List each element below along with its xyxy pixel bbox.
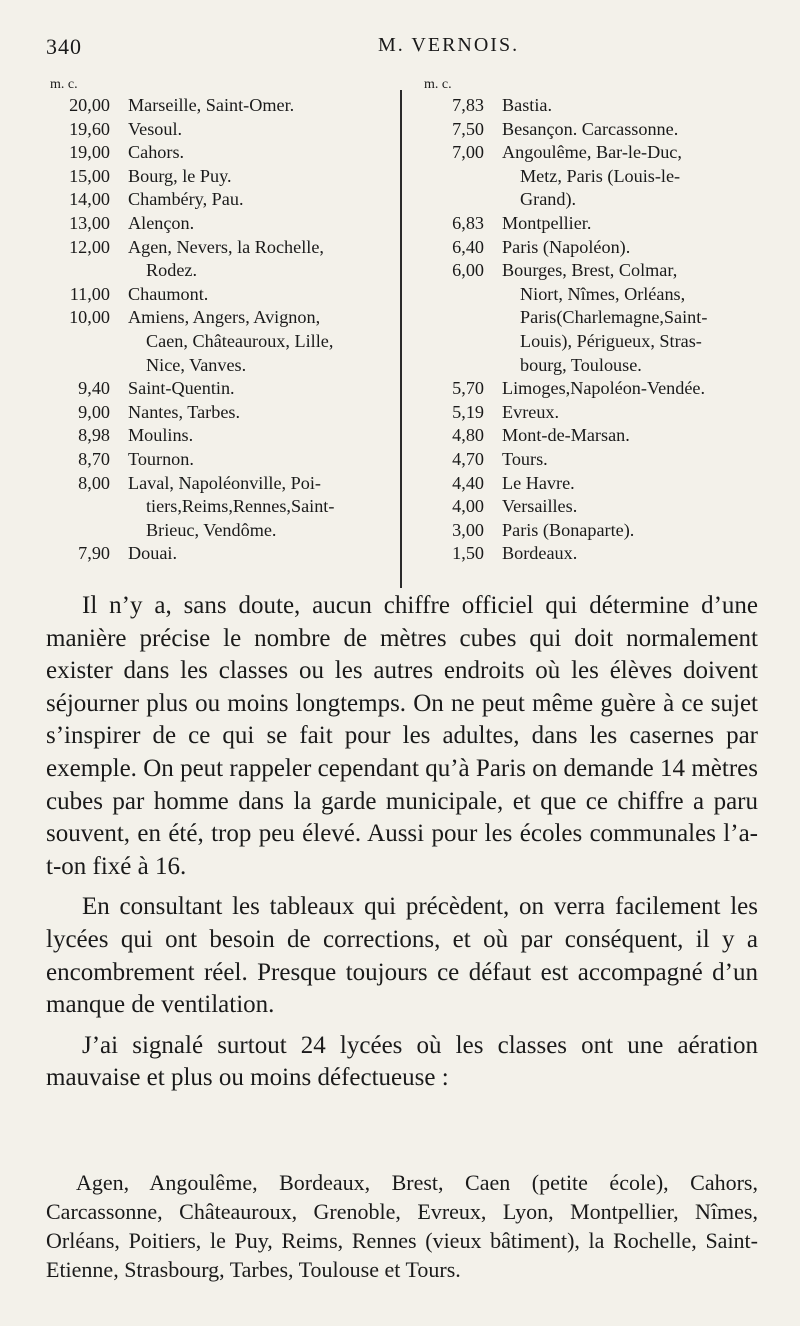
lycee-names xyxy=(502,377,766,401)
volume-value: 19,00 xyxy=(69,142,110,163)
lycee-names xyxy=(502,236,766,260)
lycee-name-line: Paris(Charlemagne,Saint- xyxy=(520,307,708,328)
lycee-names xyxy=(502,472,766,496)
lycee-name-line: Chaumont. xyxy=(128,283,209,304)
lycee-name-line: Bourg, le Puy. xyxy=(128,165,232,186)
lycee-names xyxy=(128,165,396,189)
table-row xyxy=(46,283,396,307)
table-row xyxy=(46,236,396,283)
table-row xyxy=(420,94,766,118)
lycee-name-line: Brieuc, Vendôme. xyxy=(146,519,277,540)
lycee-name-line: Louis), Périgueux, Stras- xyxy=(520,330,702,351)
volume-value: 7,50 xyxy=(452,118,484,139)
table-row xyxy=(420,141,766,212)
lycee-names xyxy=(128,472,396,543)
volume-value: 5,19 xyxy=(452,401,484,422)
volume-value: 12,00 xyxy=(69,236,110,257)
table-row xyxy=(46,165,396,189)
table-row xyxy=(46,188,396,212)
lycee-names xyxy=(128,448,396,472)
volume-value: 5,70 xyxy=(452,378,484,399)
table-row xyxy=(46,424,396,448)
lycee-name-line: Limoges,Napoléon-Vendée. xyxy=(502,378,706,399)
lycee-names xyxy=(502,259,766,377)
running-title: M. VERNOIS. xyxy=(378,34,520,56)
table-row xyxy=(420,259,766,377)
lycee-names xyxy=(128,306,396,377)
lycee-name-line: Saint-Quentin. xyxy=(128,378,235,399)
volume-value: 14,00 xyxy=(69,189,110,210)
lycee-names xyxy=(128,424,396,448)
lycee-name-line: Bastia. xyxy=(502,95,553,115)
volume-value: 8,98 xyxy=(78,425,110,446)
table-row xyxy=(420,495,766,519)
table-row xyxy=(420,519,766,543)
lycee-name-line: Moulins. xyxy=(128,425,194,446)
lycee-names xyxy=(502,495,766,519)
table-row xyxy=(46,542,396,566)
lycee-names xyxy=(502,118,766,142)
lycee-name-line: Nantes, Tarbes. xyxy=(128,401,241,422)
lycee-name-line: Nice, Vanves. xyxy=(146,354,247,375)
volume-value: 7,90 xyxy=(78,543,110,564)
lycee-name-line: Vesoul. xyxy=(128,118,183,139)
lycee-name-line: bourg, Toulouse. xyxy=(520,354,642,375)
table-column-right xyxy=(420,76,766,566)
volume-value: 6,83 xyxy=(452,212,484,233)
lycee-name-line: Niort, Nîmes, Orléans, xyxy=(520,283,686,304)
lycee-name-line: Besançon. Carcassonne. xyxy=(502,118,679,139)
lycee-names xyxy=(502,94,766,118)
volume-value: 4,00 xyxy=(452,496,484,517)
table-row xyxy=(420,401,766,425)
table-row xyxy=(46,472,396,543)
lycee-name-line: Marseille, Saint-Omer. xyxy=(128,95,295,115)
table-row xyxy=(46,141,396,165)
page-header xyxy=(46,34,760,64)
volume-value: 13,00 xyxy=(69,212,110,233)
volume-value: 9,40 xyxy=(78,378,110,399)
table-row xyxy=(46,118,396,142)
lycee-names xyxy=(128,401,396,425)
paragraph-24-lycees: J’ai signalé surtout 24 lycées où les classes ont une aération mauvaise et plus ou moins défectueuse : xyxy=(46,1031,758,1092)
lycee-name-line: Montpellier. xyxy=(502,212,592,233)
volume-value: 4,70 xyxy=(452,448,484,469)
table-row xyxy=(420,542,766,566)
table-row xyxy=(420,377,766,401)
lycee-name-line: Rodez. xyxy=(146,260,198,281)
column-divider xyxy=(400,90,402,588)
table-row xyxy=(46,448,396,472)
table-row xyxy=(420,118,766,142)
volume-value: 8,00 xyxy=(78,472,110,493)
lycee-name-line: Versailles. xyxy=(502,496,578,517)
unit-label-right: m. c. xyxy=(424,77,452,92)
volume-table xyxy=(46,76,766,586)
lycee-name-line: Chambéry, Pau. xyxy=(128,189,244,210)
page-number: 340 xyxy=(46,34,82,59)
lycee-name-line: Alençon. xyxy=(128,212,195,233)
lycee-name-line: Le Havre. xyxy=(502,472,575,493)
volume-value: 6,00 xyxy=(452,260,484,281)
lycee-name-line: Mont-de-Marsan. xyxy=(502,425,630,446)
table-row xyxy=(420,472,766,496)
lycee-name-line: Tours. xyxy=(502,448,548,469)
table-row xyxy=(46,94,396,118)
volume-value: 7,00 xyxy=(452,142,484,163)
lycee-names xyxy=(502,519,766,543)
lycee-names xyxy=(128,542,396,566)
table-row xyxy=(420,212,766,236)
table-column-left xyxy=(46,76,396,566)
volume-value: 9,00 xyxy=(78,401,110,422)
volume-value: 3,00 xyxy=(452,519,484,540)
lycee-names xyxy=(128,236,396,283)
lycee-name-line: Grand). xyxy=(520,189,577,210)
table-row xyxy=(420,424,766,448)
lycee-names xyxy=(502,542,766,566)
volume-value: 1,50 xyxy=(452,543,484,564)
table-row xyxy=(46,212,396,236)
lycee-name-line: Angoulême, Bar-le-Duc, xyxy=(502,142,682,163)
volume-value: 6,40 xyxy=(452,236,484,257)
table-row xyxy=(46,377,396,401)
table-row xyxy=(420,236,766,260)
lycee-name-line: Laval, Napoléonville, Poi- xyxy=(128,472,321,493)
table-row xyxy=(420,448,766,472)
paragraph-official-figures: Il n’y a, sans doute, aucun chiffre officiel qui détermine d’une manière précise le nombre de mètres cubes qui doit normalement exister dans les classes ou les autres endroits où les élèves doivent séjourner plus ou moins longtemps. On ne peut même guère à ce sujet s’inspirer de ce qui se fait pour les adultes, dans les casernes par exemple. On peut rappeler cependant qu’à Paris on demande 14 mètres cubes par homme dans la garde municipale, et que ce chiffre a paru souvent, en été, trop peu élevé. Aussi pour les écoles communales l’a-t-on fixé à 16. xyxy=(46,592,758,880)
lycee-list xyxy=(46,1168,758,1284)
lycee-name-line: Tournon. xyxy=(128,448,194,469)
lycee-name-line: Caen, Châteauroux, Lille, xyxy=(146,330,334,351)
lycee-names xyxy=(128,377,396,401)
lycee-names xyxy=(128,212,396,236)
volume-value: 8,70 xyxy=(78,448,110,469)
unit-label-left: m. c. xyxy=(50,77,78,92)
lycee-list-paragraph: Agen, Angoulême, Bordeaux, Brest, Caen (petite école), Cahors, Carcassonne, Châteauroux, Grenoble, Evreux, Lyon, Montpellier, Nîmes, Orléans, Poitiers, le Puy, Reims, Rennes (vieux bâtiment), la Rochelle, Saint-Etienne, Strasbourg, Tarbes, Toulouse et Tours. xyxy=(46,1170,758,1282)
lycee-name-line: Cahors. xyxy=(128,142,185,163)
volume-value: 10,00 xyxy=(69,307,110,328)
lycee-names xyxy=(128,188,396,212)
lycee-names xyxy=(128,141,396,165)
volume-value: 4,40 xyxy=(452,472,484,493)
lycee-name-line: tiers,Reims,Rennes,Saint- xyxy=(146,496,335,517)
lycee-name-line: Paris (Napoléon). xyxy=(502,236,631,257)
lycee-name-line: Paris (Bonaparte). xyxy=(502,519,635,540)
volume-value: 20,00 xyxy=(69,95,110,115)
lycee-names xyxy=(128,283,396,307)
volume-value: 15,00 xyxy=(69,165,110,186)
lycee-name-line: Amiens, Angers, Avignon, xyxy=(128,307,321,328)
volume-value: 11,00 xyxy=(69,283,110,304)
volume-value: 4,80 xyxy=(452,425,484,446)
table-row xyxy=(46,401,396,425)
lycee-name-line: Bordeaux. xyxy=(502,543,578,564)
lycee-name-line: Evreux. xyxy=(502,401,560,422)
volume-value: 19,60 xyxy=(69,118,110,139)
table-row xyxy=(46,306,396,377)
lycee-names xyxy=(128,118,396,142)
lycee-name-line: Agen, Nevers, la Rochelle, xyxy=(128,236,324,257)
lycee-name-line: Bourges, Brest, Colmar, xyxy=(502,260,678,281)
lycee-names xyxy=(128,94,396,118)
body-text xyxy=(46,590,758,1095)
volume-value: 7,83 xyxy=(452,95,484,115)
lycee-names xyxy=(502,401,766,425)
lycee-name-line: Douai. xyxy=(128,543,177,564)
paragraph-consulting-tables: En consultant les tableaux qui précèdent, on verra facilement les lycées qui ont besoin de corrections, et où par conséquent, il y a encombrement réel. Presque toujours ce défaut est accompagné d’un manque de ventilation. xyxy=(46,893,758,1019)
lycee-names xyxy=(502,424,766,448)
lycee-names xyxy=(502,141,766,212)
lycee-names xyxy=(502,448,766,472)
lycee-name-line: Metz, Paris (Louis-le- xyxy=(520,165,681,186)
lycee-names xyxy=(502,212,766,236)
